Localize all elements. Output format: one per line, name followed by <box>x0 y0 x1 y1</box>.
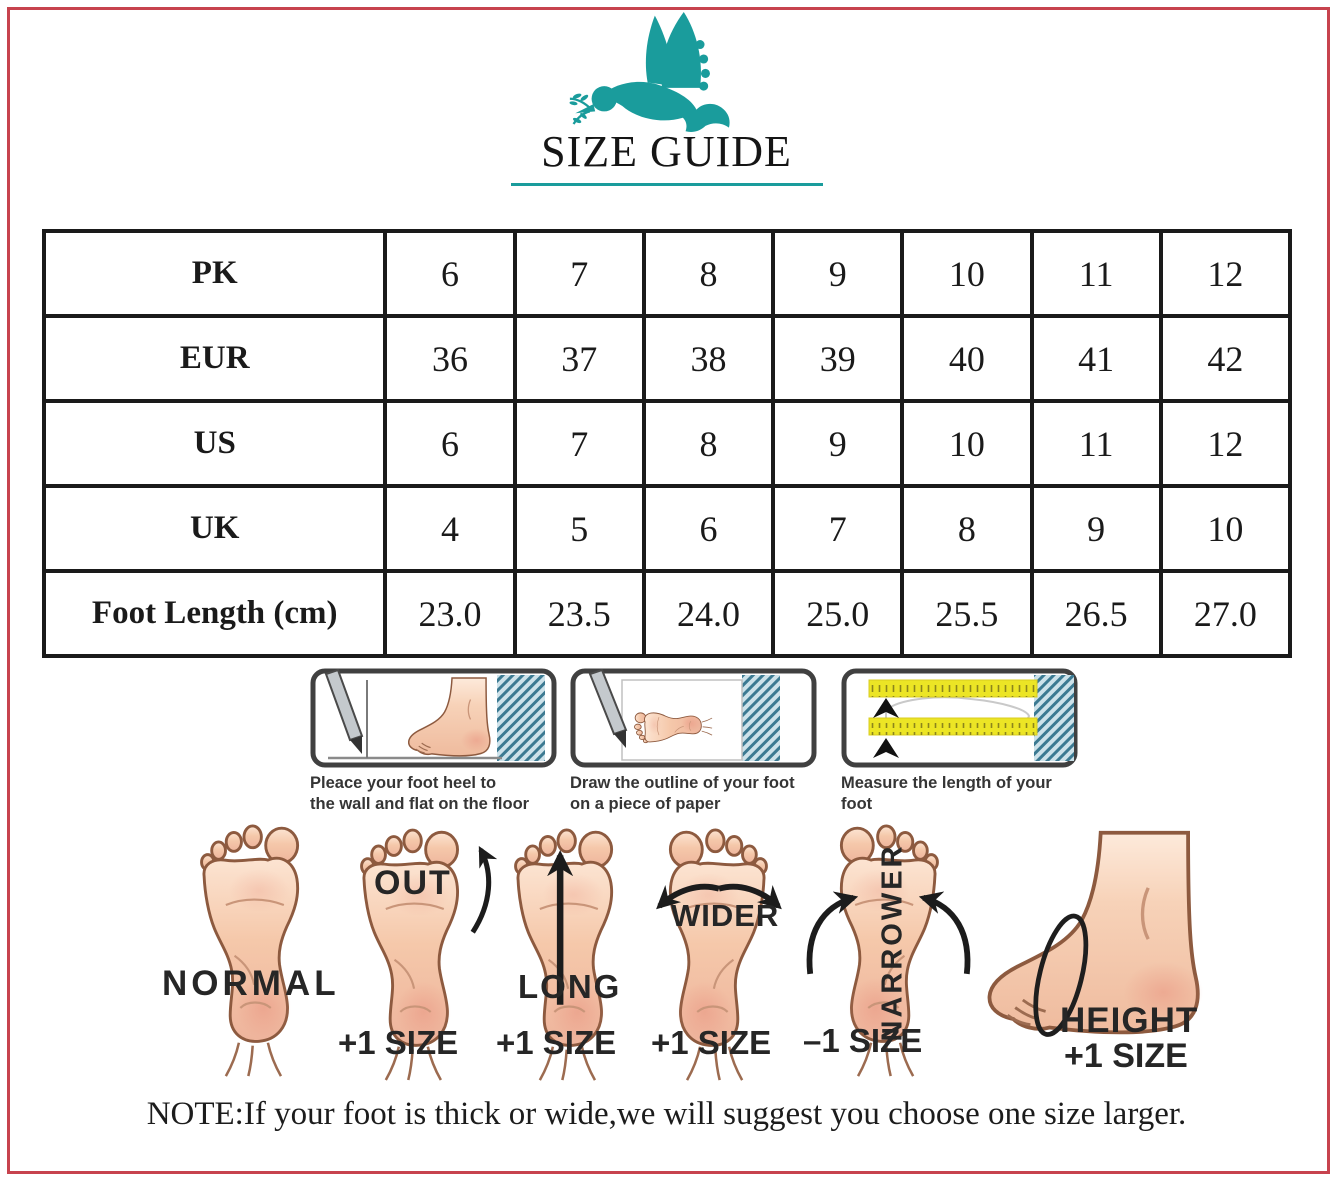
fit-adjustment: +1 SIZE <box>496 1024 617 1061</box>
table-row <box>44 401 1290 486</box>
fit-variant-wider <box>645 822 790 1084</box>
fit-variant-narrower <box>805 818 972 1080</box>
size-cell: 10 <box>1161 486 1290 571</box>
size-cell: 10 <box>902 231 1031 316</box>
size-cell: 27.0 <box>1161 571 1290 656</box>
size-cell: 25.0 <box>773 571 902 656</box>
instruction-step-1 <box>310 668 557 814</box>
size-cell: 38 <box>644 316 773 401</box>
size-cell: 36 <box>385 316 514 401</box>
size-cell: 7 <box>773 486 902 571</box>
size-cell: 39 <box>773 316 902 401</box>
fit-label: HEIGHT <box>1060 1001 1199 1040</box>
size-cell: 40 <box>902 316 1031 401</box>
size-cell: 6 <box>385 401 514 486</box>
size-cell: 41 <box>1032 316 1161 401</box>
size-cell: 12 <box>1161 401 1290 486</box>
size-row-label: PK <box>44 231 385 316</box>
size-cell: 4 <box>385 486 514 571</box>
size-cell: 24.0 <box>644 571 773 656</box>
curved-up-arrow-icon <box>473 850 489 933</box>
instruction-step-3 <box>841 668 1078 814</box>
size-cell: 6 <box>385 231 514 316</box>
size-row-label: EUR <box>44 316 385 401</box>
dove-logo-icon <box>560 12 775 134</box>
size-cell: 11 <box>1032 231 1161 316</box>
fit-label: LONG <box>518 968 622 1005</box>
draw-foot-outline-illustration <box>570 668 817 768</box>
instruction-caption: Draw the outline of your foot on a piece of paper <box>570 774 795 813</box>
foot-sole-illustration <box>178 818 323 1079</box>
fit-adjustment: +1 SIZE <box>338 1024 459 1061</box>
instruction-caption: Pleace your foot heel to the wall and flat on the floor <box>310 774 530 813</box>
size-row-label: US <box>44 401 385 486</box>
fit-label: WIDER <box>671 898 780 933</box>
fit-variant-out <box>338 822 501 1084</box>
fit-label: NORMAL <box>162 964 340 1003</box>
size-cell: 23.0 <box>385 571 514 656</box>
fit-label: OUT <box>374 864 452 902</box>
size-cell: 37 <box>515 316 644 401</box>
size-cell: 9 <box>773 231 902 316</box>
title-underline <box>511 183 823 186</box>
size-cell: 6 <box>644 486 773 571</box>
table-row <box>44 571 1290 656</box>
fit-variant-long <box>492 822 637 1084</box>
fit-label: NARROWER <box>876 843 909 1042</box>
size-row-label: UK <box>44 486 385 571</box>
size-cell: 42 <box>1161 316 1290 401</box>
fit-adjustment: +1 SIZE <box>1064 1037 1188 1075</box>
size-row-label: Foot Length (cm) <box>44 571 385 656</box>
note-text: NOTE:If your foot is thick or wide,we will suggest you choose one size larger. <box>146 1096 1187 1132</box>
size-cell: 7 <box>515 401 644 486</box>
page-title: SIZE GUIDE <box>541 127 792 176</box>
size-cell: 26.5 <box>1032 571 1161 656</box>
size-cell: 7 <box>515 231 644 316</box>
foot-heel-to-wall-illustration <box>310 668 557 768</box>
size-cell: 9 <box>773 401 902 486</box>
size-cell: 5 <box>515 486 644 571</box>
size-cell: 9 <box>1032 486 1161 571</box>
size-conversion-table <box>42 229 1292 658</box>
size-cell: 25.5 <box>902 571 1031 656</box>
table-row <box>44 486 1290 571</box>
size-cell: 10 <box>902 401 1031 486</box>
instruction-caption: Measure the length of your foot <box>841 774 1052 813</box>
table-row <box>44 231 1290 316</box>
instruction-step-2 <box>570 668 817 814</box>
fit-variant-normal <box>162 818 340 1080</box>
fit-adjustment: –1 SIZE <box>803 1022 923 1059</box>
size-cell: 8 <box>644 401 773 486</box>
size-cell: 8 <box>902 486 1031 571</box>
measure-foot-length-illustration <box>841 668 1078 768</box>
fit-adjustment: +1 SIZE <box>651 1024 772 1061</box>
table-row <box>44 316 1290 401</box>
fit-variant-height <box>962 825 1247 1075</box>
size-cell: 8 <box>644 231 773 316</box>
size-cell: 12 <box>1161 231 1290 316</box>
size-cell: 11 <box>1032 401 1161 486</box>
size-cell: 23.5 <box>515 571 644 656</box>
